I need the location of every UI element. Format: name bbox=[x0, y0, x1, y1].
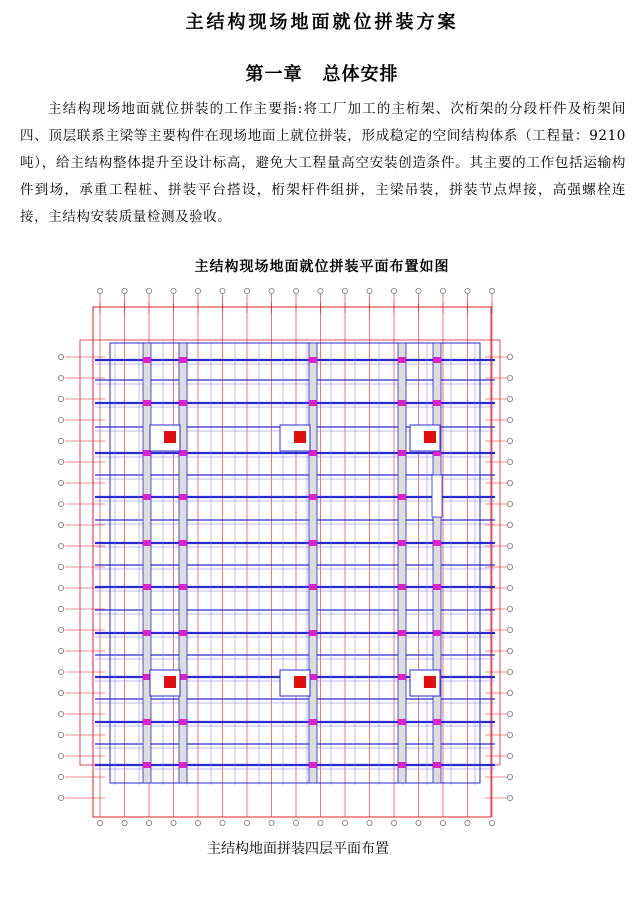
axis-bubble-top bbox=[342, 288, 347, 293]
chapter-label: 第一章 bbox=[245, 64, 303, 85]
axis-bubble-bottom bbox=[122, 820, 127, 825]
axis-bubble-bottom bbox=[171, 820, 176, 825]
axis-bubble-right bbox=[507, 501, 512, 506]
axis-bubble-left bbox=[58, 585, 63, 590]
node-marker bbox=[433, 357, 441, 363]
axis-bubble-left bbox=[58, 480, 63, 485]
axis-bubble-right bbox=[507, 648, 512, 653]
axis-bubble-top bbox=[244, 288, 249, 293]
axis-bubble-left bbox=[58, 375, 63, 380]
axis-bubble-top bbox=[195, 288, 200, 293]
node-marker bbox=[433, 630, 441, 636]
axis-bubble-top bbox=[122, 288, 127, 293]
node-marker bbox=[179, 762, 187, 768]
axis-bubble-bottom bbox=[318, 820, 323, 825]
axis-bubble-top bbox=[146, 288, 151, 293]
axis-bubble-left bbox=[58, 543, 63, 548]
core-red-block bbox=[424, 676, 436, 688]
node-marker bbox=[309, 584, 317, 590]
document-title: 主结构现场地面就位拼装方案 bbox=[185, 12, 459, 33]
axis-bubble-top bbox=[489, 288, 494, 293]
axis-bubble-right bbox=[507, 375, 512, 380]
axis-bubble-top bbox=[465, 288, 470, 293]
axis-bubble-bottom bbox=[465, 820, 470, 825]
core-red-block bbox=[294, 676, 306, 688]
column-strip bbox=[143, 343, 151, 783]
chapter-heading bbox=[0, 60, 644, 86]
node-marker bbox=[143, 630, 151, 636]
figure-title: 主结构现场地面就位拼装平面布置如图 bbox=[194, 259, 450, 275]
axis-bubble-bottom bbox=[244, 820, 249, 825]
core-red-block bbox=[424, 431, 436, 443]
body-paragraph: 主结构现场地面就位拼装的工作主要指:将工厂加工的主桁架、次桁架的分段杆件及桁架间四、顶层联系主梁等主要构件在现场地面上就位拼装，形成稳定的空间结构体系（工程量：9210吨），给主结构整体提升至设计标高，避免大工程量高空安装创造条件。其主要的工作包括运输构件到场，承重工程桩、拼装平台搭设，桁架杆件组拼，主梁吊装，拼装节点焊接，高强螺栓连接，主结构安装质量检测及验收。 bbox=[20, 101, 626, 225]
node-marker bbox=[179, 719, 187, 725]
axis-bubble-left bbox=[58, 354, 63, 359]
axis-bubble-left bbox=[58, 417, 63, 422]
node-markers bbox=[143, 357, 441, 768]
node-marker bbox=[398, 400, 406, 406]
node-marker bbox=[143, 719, 151, 725]
node-marker bbox=[433, 762, 441, 768]
axis-bubble-left bbox=[58, 606, 63, 611]
axis-bubble-left bbox=[58, 732, 63, 737]
axis-bubble-right bbox=[507, 732, 512, 737]
node-marker bbox=[398, 719, 406, 725]
axis-bubble-top bbox=[171, 288, 176, 293]
axis-bubble-left bbox=[58, 438, 63, 443]
node-marker bbox=[179, 357, 187, 363]
node-marker bbox=[398, 450, 406, 456]
node-marker bbox=[143, 400, 151, 406]
node-marker bbox=[143, 584, 151, 590]
blue-outline bbox=[110, 343, 480, 783]
axis-bubble-left bbox=[58, 795, 63, 800]
red-axis-grid bbox=[65, 293, 510, 817]
node-marker bbox=[398, 762, 406, 768]
axis-bubble-bottom bbox=[391, 820, 396, 825]
axis-bubble-left bbox=[58, 522, 63, 527]
axis-bubble-right bbox=[507, 669, 512, 674]
node-marker bbox=[309, 494, 317, 500]
axis-bubble-top bbox=[97, 288, 102, 293]
side-opening bbox=[432, 475, 442, 517]
node-marker bbox=[143, 357, 151, 363]
axis-bubble-top bbox=[318, 288, 323, 293]
axis-bubble-bottom bbox=[97, 820, 102, 825]
node-marker bbox=[309, 400, 317, 406]
axis-bubble-right bbox=[507, 774, 512, 779]
node-marker bbox=[179, 400, 187, 406]
outer-frame bbox=[93, 307, 491, 817]
axis-bubble-right bbox=[507, 417, 512, 422]
node-marker bbox=[179, 540, 187, 546]
axis-bubble-left bbox=[58, 564, 63, 569]
axis-bubble-right bbox=[507, 480, 512, 485]
node-marker bbox=[398, 584, 406, 590]
axis-bubble-right bbox=[507, 522, 512, 527]
axis-bubble-left bbox=[58, 669, 63, 674]
node-marker bbox=[398, 540, 406, 546]
floor-plan-drawing bbox=[55, 285, 515, 835]
axis-bubble-top bbox=[416, 288, 421, 293]
node-marker bbox=[309, 762, 317, 768]
axis-bubble-bottom bbox=[220, 820, 225, 825]
column-strip bbox=[179, 343, 187, 783]
axis-bubble-bottom bbox=[269, 820, 274, 825]
axis-bubble-left bbox=[58, 711, 63, 716]
node-marker bbox=[309, 719, 317, 725]
axis-bubble-right bbox=[507, 543, 512, 548]
axis-bubble-bottom bbox=[146, 820, 151, 825]
axis-bubble-top bbox=[367, 288, 372, 293]
node-marker bbox=[398, 630, 406, 636]
axis-bubble-right bbox=[507, 459, 512, 464]
core-red-block bbox=[164, 676, 176, 688]
node-marker bbox=[143, 540, 151, 546]
node-marker bbox=[433, 584, 441, 590]
core-red-block bbox=[294, 431, 306, 443]
node-marker bbox=[433, 540, 441, 546]
axis-bubble-right bbox=[507, 438, 512, 443]
axis-bubble-left bbox=[58, 690, 63, 695]
chapter-name: 总体安排 bbox=[322, 64, 399, 85]
axis-bubble-bottom bbox=[293, 820, 298, 825]
axis-bubble-bottom bbox=[195, 820, 200, 825]
axis-bubble-bottom bbox=[342, 820, 347, 825]
axis-bubble-left bbox=[58, 753, 63, 758]
axis-bubble-top bbox=[391, 288, 396, 293]
axis-bubble-left bbox=[58, 648, 63, 653]
figure-caption: 主结构地面拼装四层平面布置 bbox=[207, 841, 389, 857]
axis-bubble-top bbox=[293, 288, 298, 293]
node-marker bbox=[309, 540, 317, 546]
axis-bubble-right bbox=[507, 396, 512, 401]
axis-bubble-right bbox=[507, 711, 512, 716]
node-marker bbox=[143, 762, 151, 768]
node-marker bbox=[433, 719, 441, 725]
axis-bubble-left bbox=[58, 396, 63, 401]
axis-bubble-left bbox=[58, 774, 63, 779]
column-strip bbox=[309, 343, 317, 783]
axis-bubble-top bbox=[440, 288, 445, 293]
axis-bubble-right bbox=[507, 606, 512, 611]
core-red-block bbox=[164, 431, 176, 443]
axis-bubble-right bbox=[507, 627, 512, 632]
node-marker bbox=[398, 494, 406, 500]
node-marker bbox=[309, 357, 317, 363]
axis-bubble-bottom bbox=[416, 820, 421, 825]
node-marker bbox=[309, 630, 317, 636]
node-marker bbox=[398, 357, 406, 363]
node-marker bbox=[179, 630, 187, 636]
axis-bubbles bbox=[58, 288, 512, 825]
axis-bubble-right bbox=[507, 753, 512, 758]
axis-bubble-top bbox=[220, 288, 225, 293]
node-marker bbox=[179, 584, 187, 590]
node-marker bbox=[398, 674, 406, 680]
axis-bubble-bottom bbox=[367, 820, 372, 825]
node-marker bbox=[179, 494, 187, 500]
axis-bubble-left bbox=[58, 627, 63, 632]
axis-bubble-left bbox=[58, 501, 63, 506]
axis-bubble-right bbox=[507, 354, 512, 359]
axis-bubble-left bbox=[58, 459, 63, 464]
axis-bubble-bottom bbox=[489, 820, 494, 825]
column-strip bbox=[398, 343, 406, 783]
axis-bubble-top bbox=[269, 288, 274, 293]
node-marker bbox=[433, 400, 441, 406]
axis-bubble-right bbox=[507, 690, 512, 695]
node-marker bbox=[143, 494, 151, 500]
axis-bubble-right bbox=[507, 564, 512, 569]
axis-bubble-right bbox=[507, 795, 512, 800]
axis-bubble-bottom bbox=[440, 820, 445, 825]
axis-bubble-right bbox=[507, 585, 512, 590]
column-strips bbox=[143, 343, 441, 783]
column-strip bbox=[433, 343, 441, 783]
